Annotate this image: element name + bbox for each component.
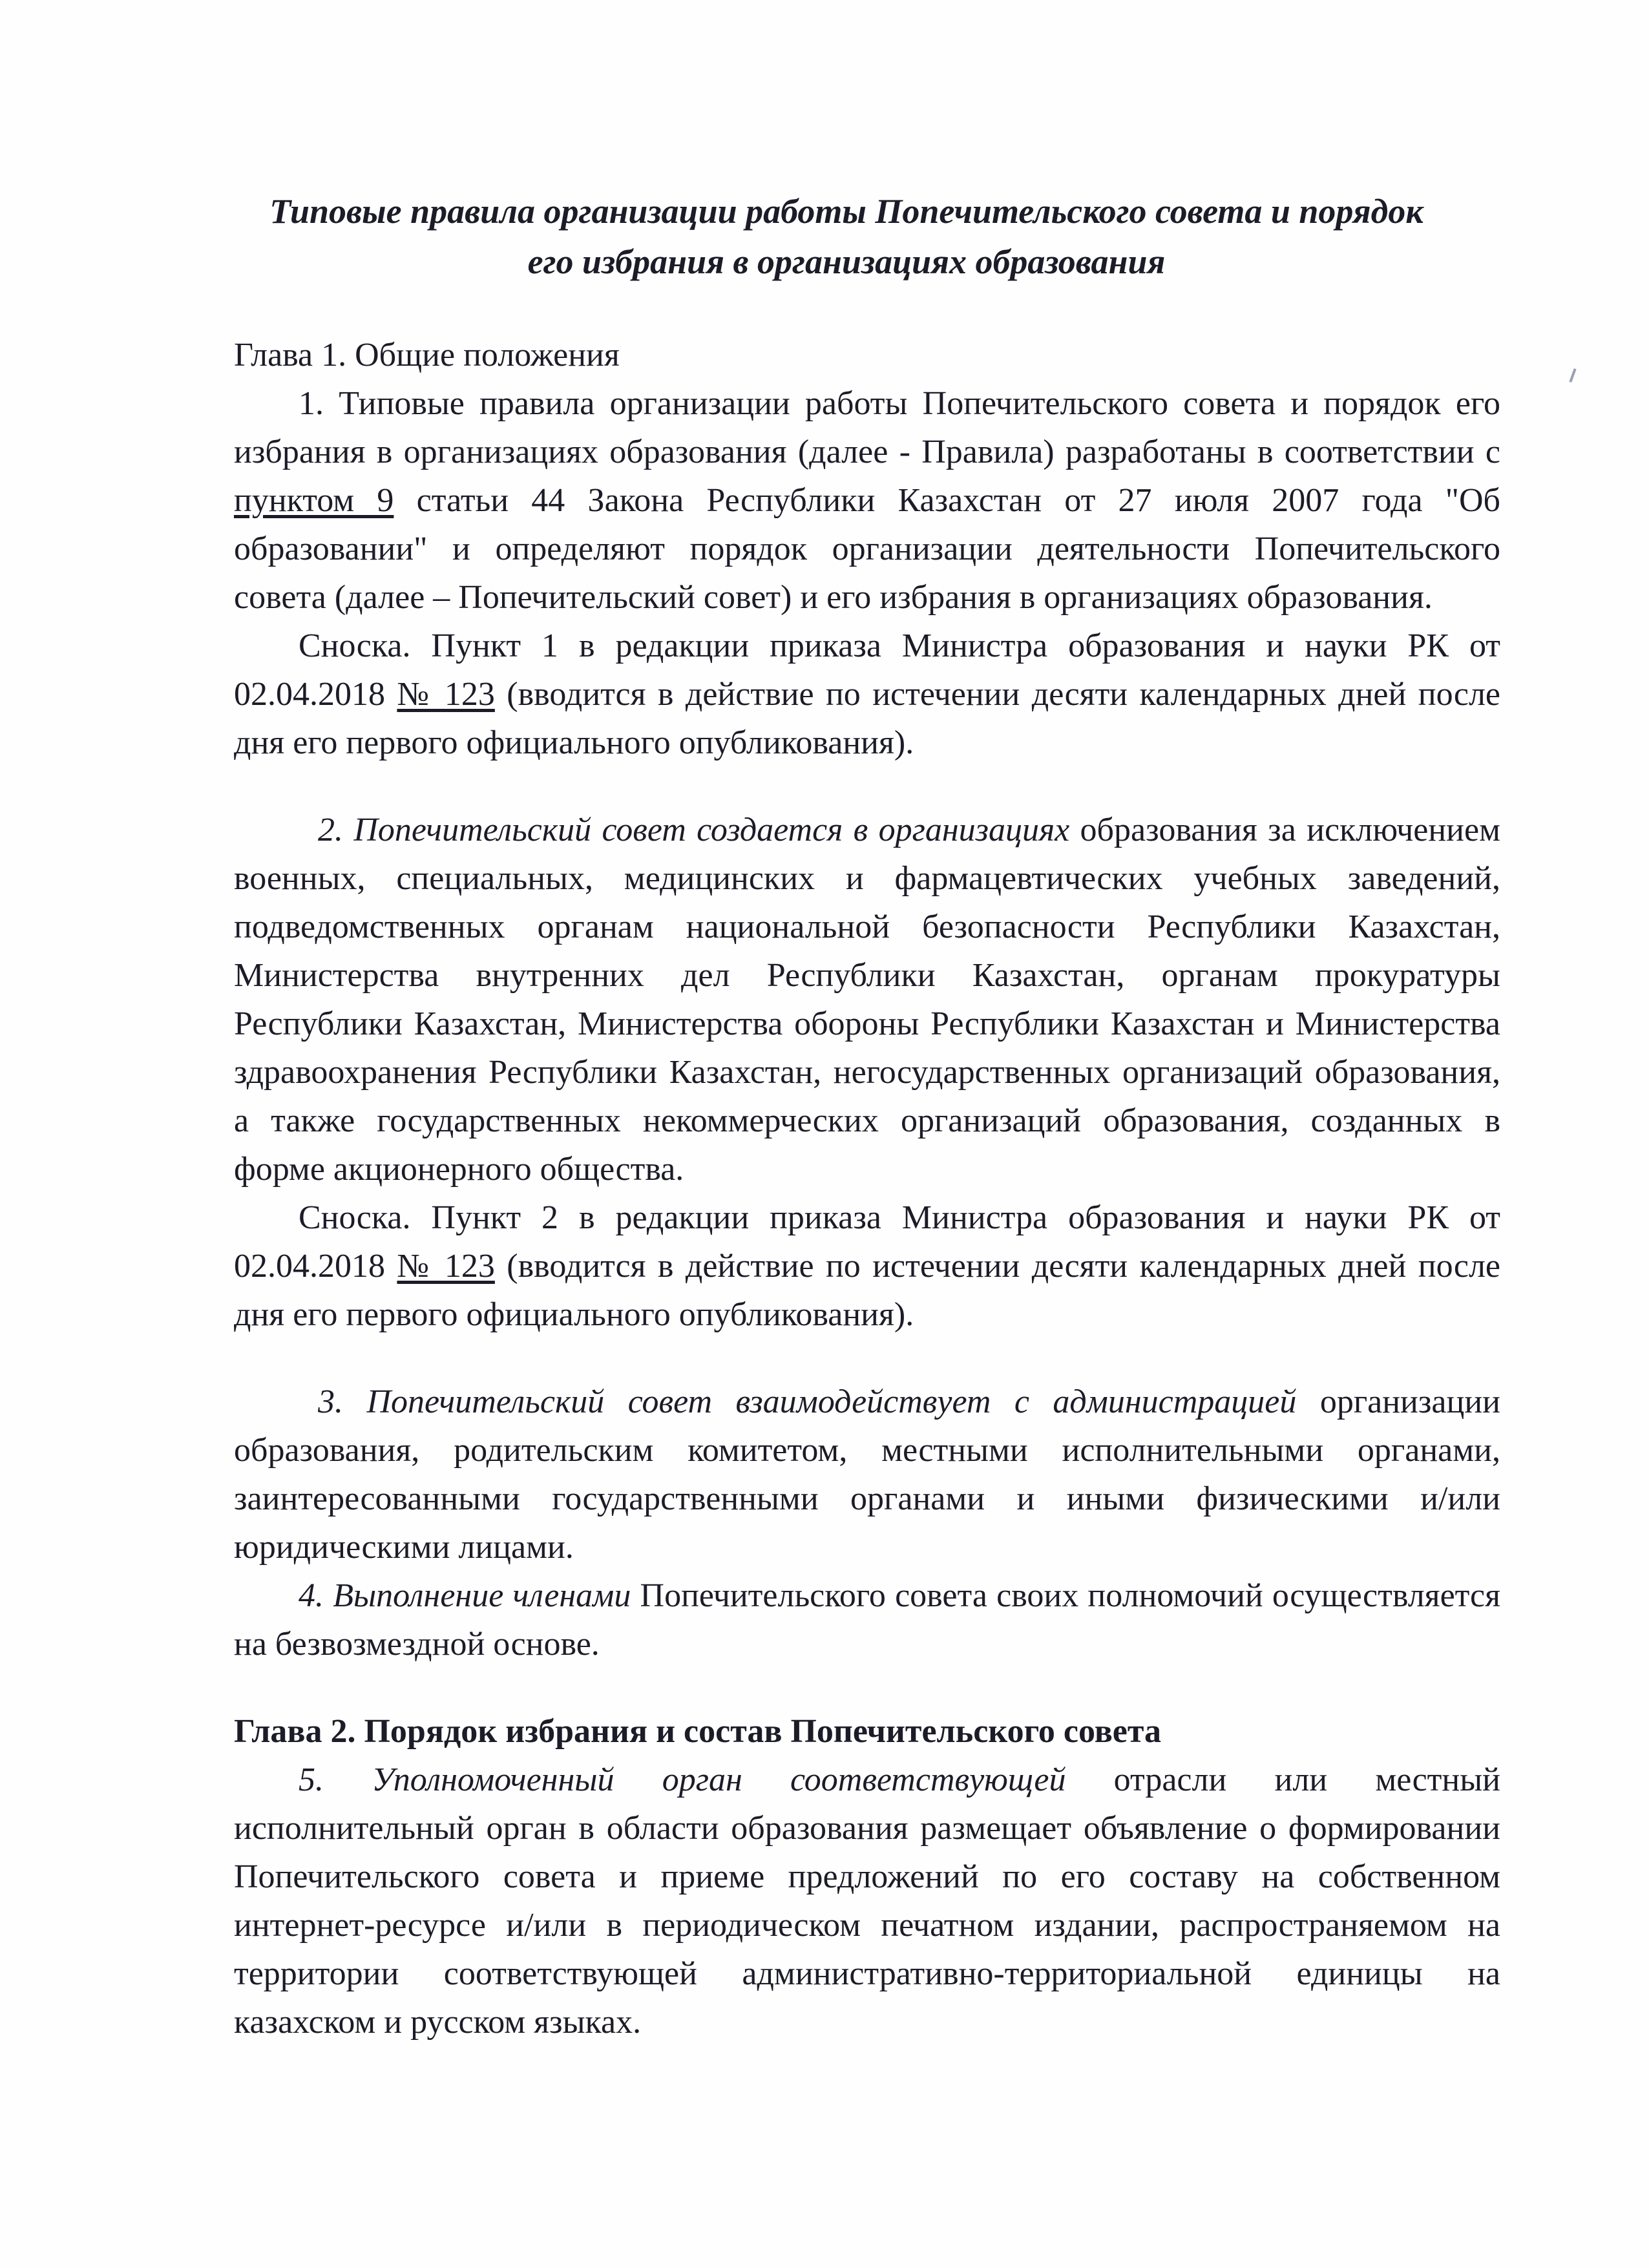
paragraph-4 — [234, 1571, 1500, 1668]
footnote-1-text-end: (вводится в действие по истечении десяти календарных дней после дня его первого официального опубликования). — [234, 676, 1500, 761]
footnote-1-text: Сноска. Пункт 1 в редакции приказа Министра образования и науки РК от 02.04.2018 — [234, 627, 1500, 713]
spacer — [234, 1668, 1500, 1707]
footnote-2-text: Сноска. Пункт 2 в редакции приказа Министра образования и науки РК от 02.04.2018 — [234, 1199, 1500, 1285]
title-line-1: Типовые правила организации работы Попечительского совета и порядок — [269, 192, 1423, 231]
order-link-2[interactable]: № 123 — [397, 1248, 495, 1285]
document-title — [194, 186, 1499, 287]
paragraph-4-text: Попечительского совета своих полномочий осуществляется на безвозмездной основе. — [234, 1577, 1501, 1663]
paragraph-3-text: организации образования, родительским комитетом, местными исполнительными органами, заинтересованными государственными органами и иными физическими и/или юридическими лицами. — [234, 1383, 1500, 1566]
paragraph-5-text: отрасли или местный исполнительный орган в области образования размещает объявление о формировании Попечительского совета и приеме предложений по его составу на собственном интернет-ресурсе и/или в периодическом печатном издании, распространяемом на территории соответствующей административно-территориальной единицы на казахском и русском языках. — [234, 1761, 1500, 2041]
paragraph-5 — [234, 1756, 1500, 2046]
paragraph-2 — [234, 806, 1500, 1193]
paragraph-1 — [234, 379, 1500, 622]
paragraph-2-lead: 2. Попечительский совет создается в организациях — [318, 812, 1070, 848]
footnote-2 — [234, 1193, 1500, 1339]
chapter-2-heading: Глава 2. Порядок избрания и состав Попечительского совета — [234, 1713, 1162, 1750]
footnote-2-text-end: (вводится в действие по истечении десяти календарных дней после дня его первого официального опубликования). — [234, 1248, 1500, 1333]
scan-mark — [1569, 368, 1576, 383]
paragraph-3 — [234, 1378, 1500, 1571]
paragraph-4-lead: 4. Выполнение членами — [299, 1577, 631, 1614]
paragraph-5-lead: 5. Уполномоченный орган соответствующей — [299, 1761, 1066, 1798]
paragraph-1-text-end: статьи 44 Закона Республики Казахстан от 27 июля 2007 года "Об образовании" и определяют порядок организации деятельности Попечительского совета (далее – Попечительский совет) и его избрания в организациях образования. — [234, 482, 1500, 616]
footnote-1 — [234, 622, 1500, 767]
title-line-2: его избрания в организациях образования — [527, 242, 1166, 281]
paragraph-2-text: образования за исключением военных, специальных, медицинских и фармацевтических учебных заведений, подведомственных органам национальной безопасности Республики Казахстан, Министерства внутренних дел Республики Казахстан, органам прокуратуры Республики Казахстан, Министерства обороны Республики Казахстан и Министерства здравоохранения Республики Казахстан, негосударственных организаций образования, а также государственных некоммерческих организаций образования, созданных в форме акционерного общества. — [234, 812, 1500, 1188]
chapter-1-heading: Глава 1. Общие положения — [234, 337, 620, 373]
spacer — [234, 1339, 1500, 1378]
chapter-1-section — [234, 331, 1500, 2046]
order-link-1[interactable]: № 123 — [397, 676, 495, 713]
law-article-link[interactable]: пунктом 9 — [234, 482, 394, 519]
paragraph-3-lead: 3. Попечительский совет взаимодействует с администрацией — [318, 1383, 1297, 1420]
paragraph-1-text: 1. Типовые правила организации работы Попечительского совета и порядок его избрания в организациях образования (далее - Правила) разработаны в соответствии с — [234, 385, 1500, 470]
spacer — [234, 767, 1500, 806]
